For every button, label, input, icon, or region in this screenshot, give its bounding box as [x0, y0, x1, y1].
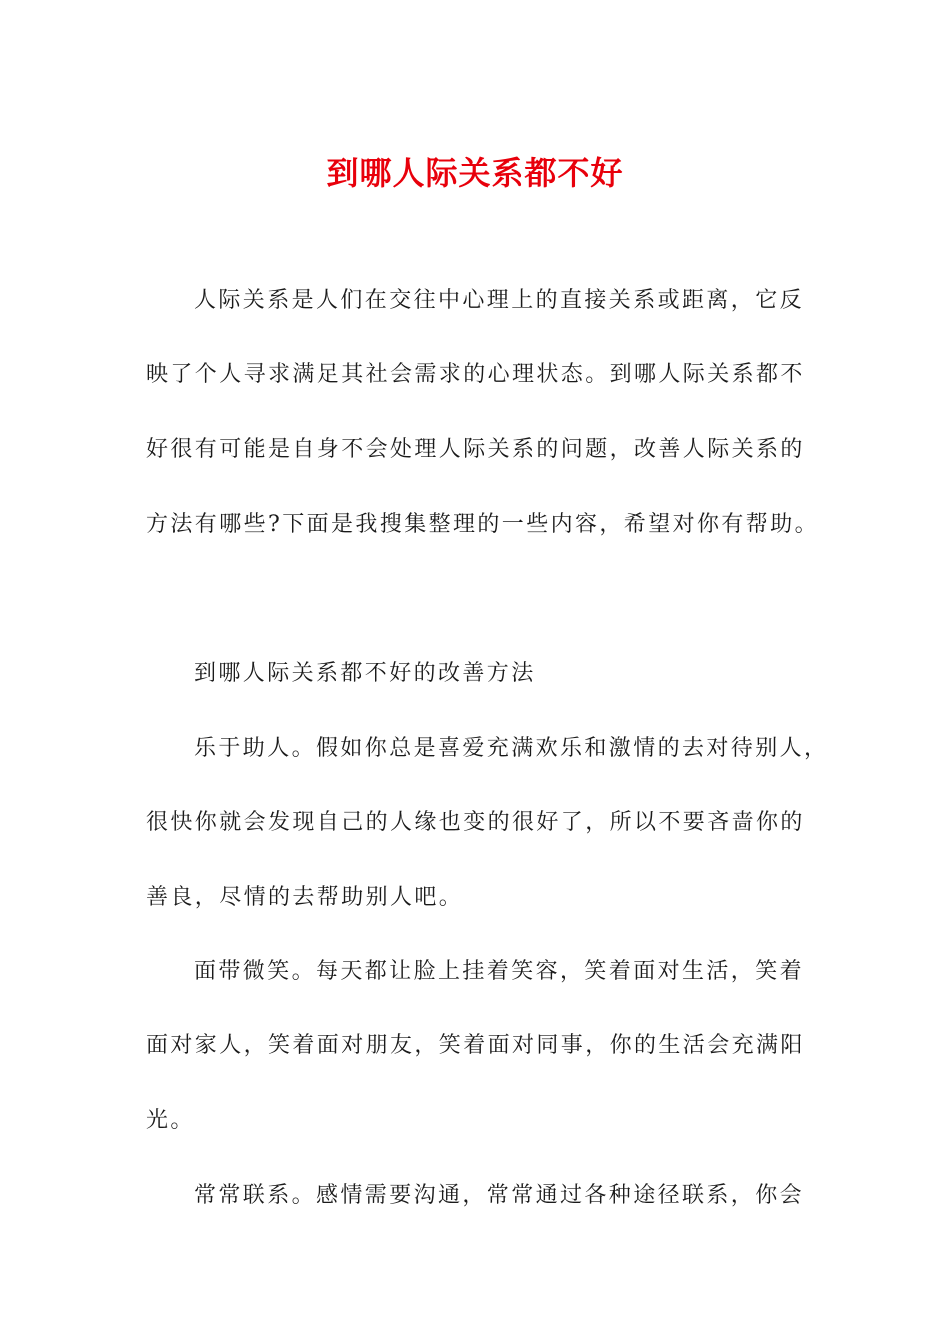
text-line: 很快你就会发现自己的人缘也变的很好了，所以不要吝啬你的 [146, 810, 805, 835]
text-line: 好很有可能是自身不会处理人际关系的问题，改善人际关系的 [146, 437, 805, 462]
section-heading: 到哪人际关系都不好的改善方法 [194, 661, 536, 686]
text-line: 映了个人寻求满足其社会需求的心理状态。到哪人际关系都不 [146, 362, 805, 387]
text-line: 常常联系。感情需要沟通，常常通过各种途径联系，你会 [194, 1183, 805, 1208]
document-title: 到哪人际关系都不好 [326, 154, 624, 192]
text-line: 乐于助人。假如你总是喜爱充满欢乐和激情的去对待别人， [194, 736, 829, 761]
text-line: 方法有哪些?下面是我搜集整理的一些内容，希望对你有帮助。 [146, 512, 819, 537]
text-line: 善良，尽情的去帮助别人吧。 [146, 885, 464, 910]
text-line: 人际关系是人们在交往中心理上的直接关系或距离，它反 [194, 288, 805, 313]
text-line: 面对家人，笑着面对朋友，笑着面对同事，你的生活会充满阳 [146, 1033, 805, 1058]
text-line: 面带微笑。每天都让脸上挂着笑容，笑着面对生活，笑着 [194, 959, 805, 984]
text-line: 光。 [146, 1108, 195, 1133]
